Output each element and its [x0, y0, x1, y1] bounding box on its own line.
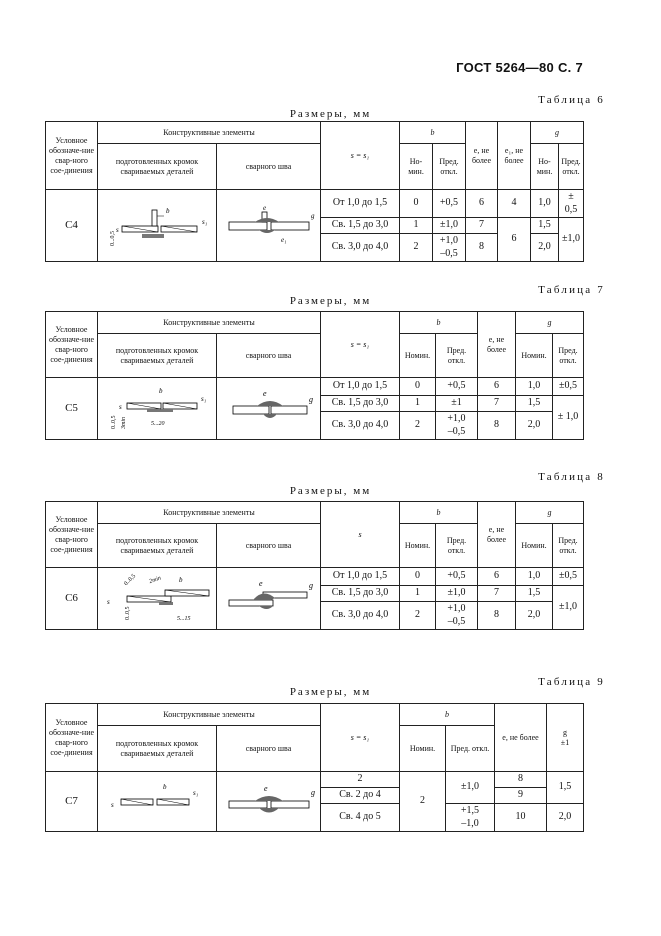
header-weld: сварного шва	[217, 524, 321, 568]
s-range: Св. 1,5 до 3,0	[321, 586, 400, 602]
b-tolerance: +1,5 –1,0	[446, 804, 495, 832]
table-label: Таблица 9	[538, 676, 605, 688]
g-tolerance: ±0,5	[553, 568, 584, 586]
e1-max: 6	[498, 218, 531, 262]
dim-min: 3min	[121, 416, 127, 429]
e-max: 8	[478, 412, 516, 440]
header-s: s = s₁	[321, 122, 400, 190]
header-g-pred: Пред. откл.	[553, 334, 584, 378]
b-nominal: 1	[400, 396, 436, 412]
e-max: 10	[495, 804, 547, 832]
b-nominal: 2	[400, 234, 433, 262]
weld-drawing	[217, 190, 321, 262]
dim-range: 5...15	[177, 615, 191, 622]
s-range: Св. 1,5 до 3,0	[321, 218, 400, 234]
header-weld: сварного шва	[217, 334, 321, 378]
header-elements: Конструктивные элементы	[98, 502, 321, 524]
weld-figure	[219, 384, 319, 434]
header-code: Условное обозначе-ние свар-ного сое-динения	[46, 312, 98, 378]
dim-min: 2min	[148, 574, 162, 585]
header-prepared: подготовленных кромок свариваемых деталей	[98, 726, 217, 772]
header-prepared: подготовленных кромок свариваемых деталей	[98, 334, 217, 378]
header-weld: сварного шва	[217, 144, 321, 190]
prepared-edges-drawing	[98, 772, 217, 832]
header-g: g	[516, 502, 584, 524]
b-nominal: 1	[400, 218, 433, 234]
header-e: e, не более	[478, 502, 516, 568]
header-b-nom: Номин.	[400, 334, 436, 378]
table-9	[45, 703, 584, 832]
b-tolerance: +1,0 –0,5	[436, 602, 478, 630]
e-max: 8	[495, 772, 547, 788]
e1-max: 4	[498, 190, 531, 218]
e-max: 8	[466, 234, 498, 262]
header-s: s = s₁	[321, 704, 400, 772]
g-nominal: 1,0	[516, 378, 553, 396]
dim-g: g	[309, 394, 313, 404]
prepared-edges-drawing	[98, 568, 217, 630]
g-nominal: 2,0	[516, 412, 553, 440]
dim-g: g	[311, 211, 315, 220]
header-g-nom: Номин.	[516, 334, 553, 378]
header-b-pred: Пред. откл.	[436, 334, 478, 378]
e-max: 9	[495, 788, 547, 804]
s-range: Св. 3,0 до 4,0	[321, 234, 400, 262]
table-caption: Размеры, мм	[289, 686, 372, 698]
s-range: 2	[321, 772, 400, 788]
table-6	[45, 121, 584, 262]
dim-gap-top: 0..0,5	[123, 572, 138, 587]
dim-s1: s₁	[202, 217, 208, 226]
s-range: Св. 1,5 до 3,0	[321, 396, 400, 412]
dim-range: 5...20	[151, 420, 165, 427]
header-b: b	[400, 312, 478, 334]
header-g-pred: Пред. откл.	[553, 524, 584, 568]
dim-b: b	[179, 575, 183, 584]
dim-s: s	[111, 800, 114, 809]
e-max: 6	[466, 190, 498, 218]
s-range: Св. 3,0 до 4,0	[321, 412, 400, 440]
dim-s: s	[116, 225, 119, 234]
header-s: s	[321, 502, 400, 568]
g-nominal: 1,0	[531, 190, 559, 218]
s-range: Св. 3,0 до 4,0	[321, 602, 400, 630]
b-nominal: 1	[400, 586, 436, 602]
table-8	[45, 501, 584, 630]
header-e: e, не более	[466, 122, 498, 190]
header-g-nom: Номин.	[516, 524, 553, 568]
g-nominal: 1,0	[516, 568, 553, 586]
e-max: 6	[478, 568, 516, 586]
dim-gap-bottom: 0..0,5	[125, 606, 131, 620]
header-elements: Конструктивные элементы	[98, 122, 321, 144]
b-tolerance: ±1	[436, 396, 478, 412]
b-nominal: 0	[400, 378, 436, 396]
weld-figure	[219, 202, 319, 250]
b-tolerance: +1,0 –0,5	[433, 234, 466, 262]
s-range: Св. 2 до 4	[321, 788, 400, 804]
header-elements: Конструктивные элементы	[98, 704, 321, 726]
g-tolerance: ±1,0	[559, 218, 584, 262]
header-code: Условное обозначе-ние свар-ного сое-динения	[46, 502, 98, 568]
g-nominal: 2,0	[516, 602, 553, 630]
header-b-nom: Номин.	[400, 524, 436, 568]
weld-drawing	[217, 568, 321, 630]
g-tolerance: ± 0,5	[559, 190, 584, 218]
header-weld: сварного шва	[217, 726, 321, 772]
joint-code: С7	[46, 772, 98, 832]
header-code: Условное обозначе-ние свар-ного сое-динения	[46, 122, 98, 190]
g-nominal: 1,5	[516, 396, 553, 412]
table-caption: Размеры, мм	[289, 485, 372, 497]
weld-drawing	[217, 378, 321, 440]
dim-s: s	[107, 597, 110, 606]
header-g: g	[531, 122, 584, 144]
joint-code: С5	[46, 378, 98, 440]
g-nominal: 1,5	[516, 586, 553, 602]
b-tolerance: ±1,0	[436, 586, 478, 602]
page-header: ГОСТ 5264—80 С. 7	[456, 60, 583, 75]
dim-e: e	[263, 203, 267, 212]
b-nominal: 2	[400, 602, 436, 630]
header-b-pred: Пред. откл.	[436, 524, 478, 568]
g-nominal: 1,5	[531, 218, 559, 234]
dim-b: b	[159, 386, 163, 395]
table-label: Таблица 8	[538, 471, 605, 483]
weld-figure	[219, 574, 319, 624]
s-range: От 1,0 до 1,5	[321, 190, 400, 218]
header-e: e, не более	[495, 704, 547, 772]
dim-e: e	[263, 388, 267, 398]
header-b-pred: Пред. откл.	[446, 726, 495, 772]
dim-s: s	[119, 402, 122, 411]
b-tolerance: +0,5	[433, 190, 466, 218]
dim-b: b	[163, 782, 167, 791]
header-g: g	[516, 312, 584, 334]
prepared-edges-drawing	[98, 378, 217, 440]
g-value: 2,0	[547, 804, 584, 832]
e-max: 8	[478, 602, 516, 630]
header-b: b	[400, 122, 466, 144]
e-max: 7	[478, 396, 516, 412]
s-range: От 1,0 до 1,5	[321, 568, 400, 586]
header-b-nom: Номин.	[400, 726, 446, 772]
g-tolerance: ±0,5	[553, 378, 584, 396]
joint-code: С6	[46, 568, 98, 630]
dim-gap: 0..0,5	[111, 415, 117, 429]
header-code: Условное обозначе-ние свар-ного сое-динения	[46, 704, 98, 772]
b-nominal: 0	[400, 568, 436, 586]
e-max: 7	[478, 586, 516, 602]
header-s: s = s₁	[321, 312, 400, 378]
b-nominal: 2	[400, 772, 446, 832]
g-tolerance: ±1,0	[553, 586, 584, 630]
table-label: Таблица 7	[538, 284, 605, 296]
e-max: 6	[478, 378, 516, 396]
header-b-nom: Но-мин.	[400, 144, 433, 190]
dim-gap: 0...0,5	[110, 230, 116, 246]
dim-e: e	[264, 783, 268, 793]
b-tolerance: +1,0 –0,5	[436, 412, 478, 440]
b-tolerance: +0,5	[436, 568, 478, 586]
header-elements: Конструктивные элементы	[98, 312, 321, 334]
b-tolerance: +0,5	[436, 378, 478, 396]
s-range: Св. 4 до 5	[321, 804, 400, 832]
header-e: e, не более	[478, 312, 516, 378]
dim-s1: s₁	[193, 788, 199, 797]
table-7	[45, 311, 584, 440]
joint-code: С4	[46, 190, 98, 262]
b-tolerance: ±1,0	[446, 772, 495, 804]
weld-figure	[219, 779, 319, 825]
b-tolerance: ±1,0	[433, 218, 466, 234]
prepared-edges-figure	[102, 202, 212, 250]
header-prepared: подготовленных кромок свариваемых деталей	[98, 524, 217, 568]
header-b: b	[400, 704, 495, 726]
table-label: Таблица 6	[538, 94, 605, 106]
header-g: g ±1	[547, 704, 584, 772]
prepared-edges-figure	[101, 381, 213, 437]
prepared-edges-drawing	[98, 190, 217, 262]
dim-s1: s₁	[201, 394, 207, 403]
e-max: 7	[466, 218, 498, 234]
dim-b: b	[166, 206, 170, 215]
g-nominal: 2,0	[531, 234, 559, 262]
b-nominal: 0	[400, 190, 433, 218]
dim-e: e	[259, 578, 263, 588]
header-b-pred: Пред. откл.	[433, 144, 466, 190]
prepared-edges-figure	[101, 570, 213, 628]
g-tolerance: ± 1,0	[553, 396, 584, 440]
prepared-edges-figure	[101, 779, 213, 825]
header-g-nom: Но-мин.	[531, 144, 559, 190]
dim-g: g	[311, 787, 315, 797]
b-nominal: 2	[400, 412, 436, 440]
table-caption: Размеры, мм	[289, 108, 372, 120]
dim-g: g	[309, 580, 313, 590]
dim-e1: e₁	[281, 235, 287, 244]
g-value: 1,5	[547, 772, 584, 804]
header-g-pred: Пред. откл.	[559, 144, 584, 190]
weld-drawing	[217, 772, 321, 832]
table-caption: Размеры, мм	[289, 295, 372, 307]
header-prepared: подготовленных кромок свариваемых деталей	[98, 144, 217, 190]
s-range: От 1,0 до 1,5	[321, 378, 400, 396]
header-b: b	[400, 502, 478, 524]
header-e1: e₁, не более	[498, 122, 531, 190]
